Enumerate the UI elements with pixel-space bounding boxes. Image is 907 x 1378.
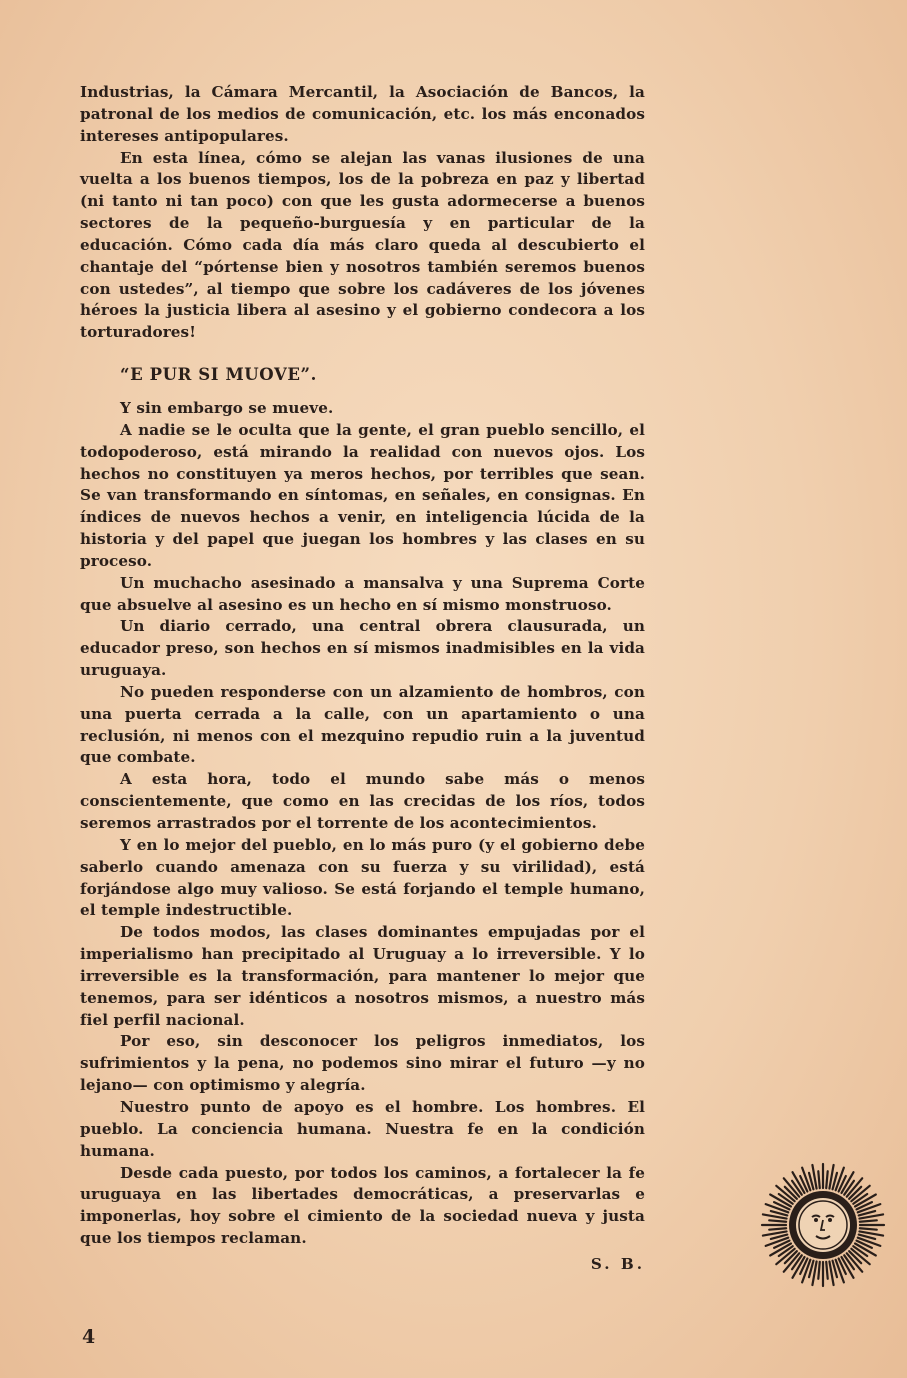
- article-paragraph: Y sin embargo se mueve.: [120, 398, 334, 417]
- article-paragraph: De todos modos, las clases dominantes empujadas por el imperialismo han precipitado al Uruguay a lo irreversible. Y lo irreversible es la transformación, para mantener lo mejor que tenemos, para ser idénticos a nosotros mismos, a nuestro más fiel perfil nacional.: [80, 923, 645, 1029]
- author-signature: S. B.: [590, 1254, 645, 1273]
- article-paragraph: Un muchacho asesinado a mansalva y una Suprema Corte que absuelve al asesino es un hecho en sí mismo monstruoso.: [80, 573, 645, 614]
- page-number: 4: [82, 1326, 96, 1348]
- section-heading: “E PUR SI MUOVE”.: [120, 365, 317, 385]
- article-paragraph: Un diario cerrado, una central obrera clausurada, un educador preso, son hechos en sí mismos inadmisibles en la vida uruguaya.: [80, 617, 645, 680]
- sun-ray: [818, 1171, 819, 1188]
- article-column: [80, 82, 645, 1276]
- sun-ray: [769, 1228, 786, 1229]
- sun-ray: [769, 1220, 786, 1221]
- article-paragraph: Industrias, la Cámara Mercantil, la Asociación de Bancos, la patronal de los medios de comunicación, etc. los más enconados intereses antipopulares.: [80, 83, 645, 145]
- sun-ray: [860, 1228, 877, 1229]
- article-paragraph: En esta línea, cómo se alejan las vanas ilusiones de una vuelta a los buenos tiempos, los de la pobreza en paz y libertad (ni tanto ni tan poco) con que les gusta adormecerse a buenos sectores de la pequeño-burguesía y en particular de la educación. Cómo cada día más claro queda al descubierto el chantaje del “pórtense bien y nosotros también seremos buenos con ustedes”, al tiempo que sobre los cadáveres de los jóvenes héroes la justicia libera al asesino y el gobierno condecora a los torturadores!: [80, 148, 645, 342]
- article-paragraph: A nadie se le oculta que la gente, el gran pueblo sencillo, el todopoderoso, está mirando la realidad con nuevos ojos. Los hechos no constituyen ya meros hechos, por terribles que sean. Se van transformando en síntomas, en señales, en consignas. En índices de nuevos hechos a venir, en inteligencia lúcida de la historia y del papel que juegan los hombres y las clases en su proceso.: [80, 420, 645, 570]
- sun-face-emblem-icon: [760, 1162, 886, 1288]
- sun-ray: [826, 1171, 827, 1188]
- article-paragraph: Y en lo mejor del pueblo, en lo más puro (y el gobierno debe saberlo cuando amenaza con su fuerza y su virilidad), está forjándose algo muy valioso. Se está forjando el temple humano, el temple indestructible.: [80, 835, 645, 920]
- article-paragraph: No pueden responderse con un alzamiento de hombros, con una puerta cerrada a la calle, con un apartamiento o una reclusión, ni menos con el mezquino repudio ruin a la juventud que combate.: [80, 682, 645, 767]
- sun-ray: [860, 1220, 877, 1221]
- article-paragraph: Por eso, sin desconocer los peligros inmediatos, los sufrimientos y la pena, no podemos sino mirar el futuro —y no lejano— con optimismo y alegría.: [80, 1032, 645, 1095]
- article-paragraph: A esta hora, todo el mundo sabe más o menos conscientemente, que como en las crecidas de los ríos, todos seremos arrastrados por el torrente de los acontecimientos.: [80, 770, 645, 832]
- sun-ray: [818, 1262, 819, 1279]
- sun-ray: [826, 1262, 827, 1279]
- article-paragraph: Desde cada puesto, por todos los caminos, a fortalecer la fe uruguaya en las libertades democráticas, a preservarlas e imponerlas, hoy sobre el cimiento de la sociedad nueva y justa que los tiempos reclaman.: [80, 1163, 645, 1248]
- article-paragraph: Nuestro punto de apoyo es el hombre. Los hombres. El pueblo. La conciencia humana. Nuestra fe en la condición humana.: [80, 1097, 645, 1160]
